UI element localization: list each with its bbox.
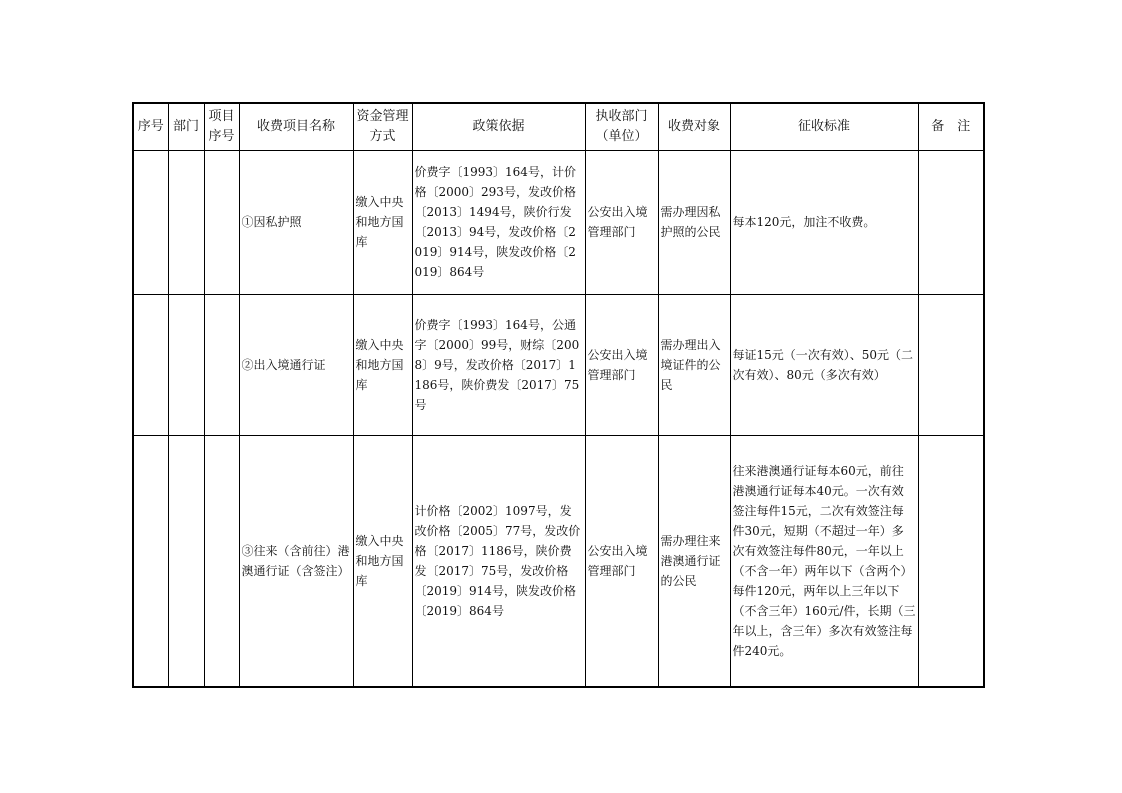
cell-fund-mgmt: 缴入中央和地方国库 bbox=[353, 435, 412, 687]
table-row bbox=[133, 294, 984, 435]
cell-fund-mgmt: 缴入中央和地方国库 bbox=[353, 294, 412, 435]
cell-name: ①因私护照 bbox=[239, 150, 353, 294]
cell-dept bbox=[168, 150, 204, 294]
cell-target: 需办理出入境证件的公民 bbox=[658, 294, 730, 435]
cell-item-seq bbox=[204, 294, 239, 435]
cell-name: ②出入境通行证 bbox=[239, 294, 353, 435]
header-seq: 序号 bbox=[133, 103, 168, 150]
cell-dept bbox=[168, 294, 204, 435]
cell-standard: 每本120元，加注不收费。 bbox=[730, 150, 918, 294]
fee-table bbox=[132, 102, 985, 688]
cell-remark bbox=[918, 150, 984, 294]
cell-seq bbox=[133, 150, 168, 294]
header-row bbox=[133, 103, 984, 150]
header-item-seq: 项目序号 bbox=[204, 103, 239, 150]
cell-name: ③往来（含前往）港澳通行证（含签注） bbox=[239, 435, 353, 687]
cell-remark bbox=[918, 435, 984, 687]
cell-dept bbox=[168, 435, 204, 687]
cell-standard: 往来港澳通行证每本60元，前往港澳通行证每本40元。一次有效签注每件15元，二次有效签注每件30元，短期（不超过一年）多次有效签注每件80元，一年以上（不含一年）两年以下（含两个）每件120元，两年以上三年以下（不含三年）160元/件，长期（三年以上，含三年）多次有效签注每件240元。 bbox=[730, 435, 918, 687]
cell-collector: 公安出入境管理部门 bbox=[585, 435, 658, 687]
cell-target: 需办理因私护照的公民 bbox=[658, 150, 730, 294]
header-standard: 征收标准 bbox=[730, 103, 918, 150]
cell-target: 需办理往来港澳通行证的公民 bbox=[658, 435, 730, 687]
cell-basis: 价费字〔1993〕164号，计价格〔2000〕293号，发改价格〔2013〕1494号，陕价行发〔2013〕94号，发改价格〔2019〕914号，陕发改价格〔2019〕864号 bbox=[412, 150, 585, 294]
cell-seq bbox=[133, 294, 168, 435]
header-target: 收费对象 bbox=[658, 103, 730, 150]
header-name: 收费项目名称 bbox=[239, 103, 353, 150]
header-basis: 政策依据 bbox=[412, 103, 585, 150]
table-row bbox=[133, 435, 984, 687]
table-row bbox=[133, 150, 984, 294]
header-collector: 执收部门（单位） bbox=[585, 103, 658, 150]
cell-item-seq bbox=[204, 150, 239, 294]
cell-standard: 每证15元（一次有效）、50元（二次有效）、80元（多次有效） bbox=[730, 294, 918, 435]
cell-seq bbox=[133, 435, 168, 687]
cell-fund-mgmt: 缴入中央和地方国库 bbox=[353, 150, 412, 294]
cell-basis: 价费字〔1993〕164号，公通字〔2000〕99号，财综〔2008〕9号，发改价格〔2017〕1186号，陕价费发〔2017〕75号 bbox=[412, 294, 585, 435]
cell-item-seq bbox=[204, 435, 239, 687]
header-fund-mgmt: 资金管理方式 bbox=[353, 103, 412, 150]
header-remark: 备 注 bbox=[918, 103, 984, 150]
cell-remark bbox=[918, 294, 984, 435]
cell-collector: 公安出入境管理部门 bbox=[585, 294, 658, 435]
cell-basis: 计价格〔2002〕1097号，发改价格〔2005〕77号，发改价格〔2017〕1186号，陕价费发〔2017〕75号，发改价格〔2019〕914号，陕发改价格〔2019〕864号 bbox=[412, 435, 585, 687]
cell-collector: 公安出入境管理部门 bbox=[585, 150, 658, 294]
header-dept: 部门 bbox=[168, 103, 204, 150]
